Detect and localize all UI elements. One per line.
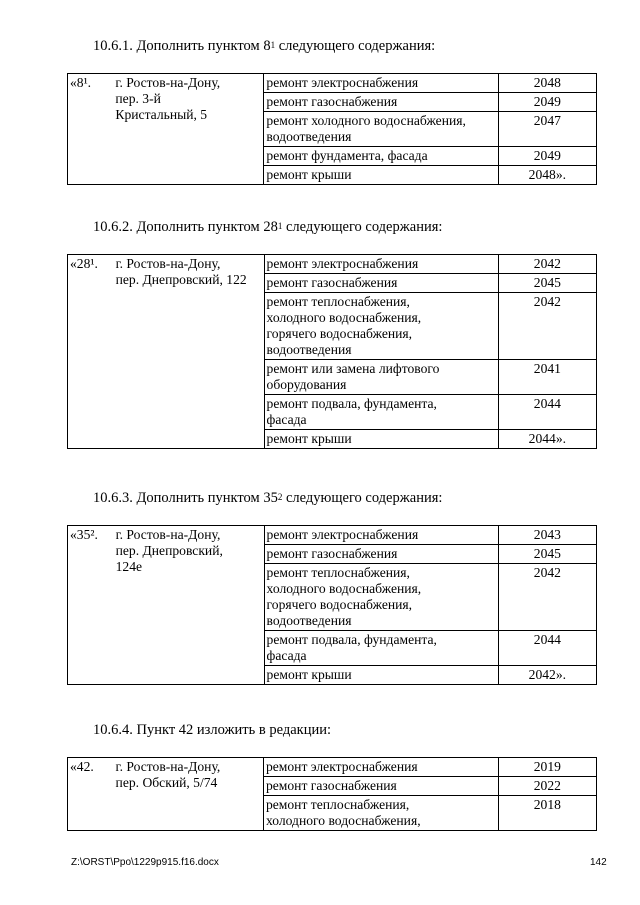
year-cell: 2041 xyxy=(498,360,596,395)
work-cell: ремонт подвала, фундамента, фасада xyxy=(264,631,498,666)
year-cell: 2048 xyxy=(498,74,596,93)
table-row xyxy=(68,255,597,274)
work-cell: ремонт электроснабжения xyxy=(264,255,498,274)
year-cell: 2042 xyxy=(498,293,596,360)
schedule-table xyxy=(67,757,597,831)
year-cell: 2019 xyxy=(498,758,596,777)
year-cell: 2022 xyxy=(498,777,596,796)
work-cell: ремонт крыши xyxy=(264,666,498,685)
item-number: «28¹. xyxy=(68,255,114,449)
work-cell: ремонт холодного водоснабжения, водоотведения xyxy=(264,112,498,147)
page-number: 142 xyxy=(590,857,607,868)
work-cell: ремонт или замена лифтового оборудования xyxy=(264,360,498,395)
year-cell: 2044». xyxy=(498,430,596,449)
schedule-table xyxy=(67,525,597,685)
work-cell: ремонт теплоснабжения, холодного водоснабжения, горячего водоснабжения, водоотведения xyxy=(264,564,498,631)
work-cell: ремонт электроснабжения xyxy=(263,758,498,777)
year-cell: 2047 xyxy=(498,112,596,147)
work-cell: ремонт крыши xyxy=(264,430,498,449)
table-row xyxy=(68,74,597,93)
item-number: «35². xyxy=(68,526,114,685)
year-cell: 2044 xyxy=(498,631,596,666)
item-number: «42. xyxy=(68,758,114,831)
year-cell: 2049 xyxy=(498,147,596,166)
address-cell: г. Ростов-на-Дону, пер. 3-й Кристальный, 5 xyxy=(113,74,264,185)
year-cell: 2042 xyxy=(498,255,596,274)
section-heading: 10.6.1. Дополнить пунктом $8^1$ следующего содержания: xyxy=(93,38,436,54)
address-cell: г. Ростов-на-Дону, пер. Днепровский, 124е xyxy=(113,526,264,685)
year-cell: 2044 xyxy=(498,395,596,430)
year-cell: 2018 xyxy=(498,796,596,831)
section-heading: 10.6.3. Дополнить пунктом $35^2$ следующего содержания: xyxy=(93,490,443,506)
schedule-table xyxy=(67,254,597,449)
work-cell: ремонт газоснабжения xyxy=(264,93,498,112)
work-cell: ремонт газоснабжения xyxy=(264,545,498,564)
schedule-table xyxy=(67,73,597,185)
year-cell: 2045 xyxy=(498,274,596,293)
footer-file-path: Z:\ORST\Ppo\1229p915.f16.docx xyxy=(71,857,219,868)
table-row xyxy=(68,758,597,777)
item-number: «8¹. xyxy=(68,74,113,185)
work-cell: ремонт фундамента, фасада xyxy=(264,147,498,166)
address-cell: г. Ростов-на-Дону, пер. Обский, 5/74 xyxy=(113,758,263,831)
work-cell: ремонт электроснабжения xyxy=(264,74,498,93)
work-cell: ремонт газоснабжения xyxy=(264,274,498,293)
year-cell: 2045 xyxy=(498,545,596,564)
year-cell: 2048». xyxy=(498,166,596,185)
year-cell: 2043 xyxy=(498,526,596,545)
work-cell: ремонт электроснабжения xyxy=(264,526,498,545)
work-cell: ремонт теплоснабжения, холодного водоснабжения, горячего водоснабжения, водоотведения xyxy=(264,293,498,360)
work-cell: ремонт подвала, фундамента, фасада xyxy=(264,395,498,430)
address-cell: г. Ростов-на-Дону, пер. Днепровский, 122 xyxy=(113,255,264,449)
section-heading: 10.6.2. Дополнить пунктом $28^1$ следующего содержания: xyxy=(93,219,443,235)
year-cell: 2049 xyxy=(498,93,596,112)
year-cell: 2042 xyxy=(498,564,596,631)
section-heading: 10.6.4. Пункт 42 изложить в редакции: xyxy=(93,722,332,738)
work-cell: ремонт крыши xyxy=(264,166,498,185)
table-row xyxy=(68,526,597,545)
work-cell: ремонт теплоснабжения, холодного водоснабжения, xyxy=(263,796,498,831)
work-cell: ремонт газоснабжения xyxy=(263,777,498,796)
year-cell: 2042». xyxy=(498,666,596,685)
